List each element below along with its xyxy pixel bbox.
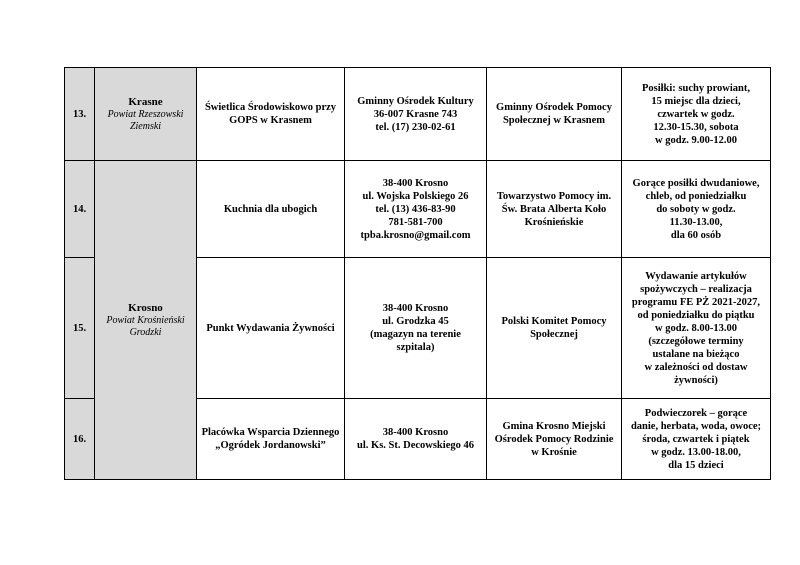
description-line: od poniedziałku do piątku xyxy=(637,309,755,321)
row-number: 16. xyxy=(65,399,95,480)
address-cell xyxy=(345,258,487,399)
description-line: programu FE PŻ 2021-2027, xyxy=(631,296,761,308)
address-line: 36-007 Krasne 743 xyxy=(373,108,458,120)
facility-cell: Placówka Wsparcia Dziennego „Ogródek Jordanowski” xyxy=(197,399,345,480)
description-cell xyxy=(622,258,771,399)
organizer-cell: Gminny Ośrodek Pomocy Społecznej w Krasnem xyxy=(487,68,622,161)
description-line: (szczegółowe terminy xyxy=(648,335,744,347)
description-cell xyxy=(622,68,771,161)
address-line: 781-581-700 xyxy=(388,216,443,228)
institutions-table xyxy=(64,67,771,480)
organizer-cell: Polski Komitet Pomocy Społecznej xyxy=(487,258,622,399)
address-line: tel. (17) 230-02-61 xyxy=(375,121,456,133)
description-line: w zależności od dostaw xyxy=(644,361,748,373)
location-district: Powiat Krośnieński Grodzki xyxy=(106,314,185,338)
description-line: ustalane na bieżąco xyxy=(652,348,740,360)
description-cell xyxy=(622,399,771,480)
description-line: żywności) xyxy=(674,374,718,386)
description-cell xyxy=(622,161,771,258)
description-line: czwartek w godz. xyxy=(657,108,735,120)
organizer-cell: Gmina Krosno Miejski Ośrodek Pomocy Rodzinie w Krośnie xyxy=(487,399,622,480)
description-line: chleb, od poniedziałku xyxy=(645,190,747,202)
address-line: ul. Grodzka 45 xyxy=(382,316,449,327)
address-cell xyxy=(345,161,487,258)
address-line: tel. (13) 436-83-90 xyxy=(375,203,456,215)
description-line: 15 miejsc dla dzieci, xyxy=(651,95,741,107)
table-row xyxy=(65,68,771,161)
row-number: 14. xyxy=(65,161,95,258)
facility-cell: Świetlica Środowiskowo przy GOPS w Krasnem xyxy=(197,68,345,161)
description-line: 12.30-15.30, sobota xyxy=(653,121,739,133)
description-line: w godz. 13.00-18.00, xyxy=(651,446,741,458)
address-line: 38-400 Krosno xyxy=(382,177,449,189)
description-line: środa, czwartek i piątek xyxy=(642,433,750,445)
row-number: 15. xyxy=(65,258,95,399)
address-cell xyxy=(345,68,487,161)
address-line: ul. Ks. St. Decowskiego 46 xyxy=(357,440,474,451)
location-name: Krosno xyxy=(128,301,163,314)
description-line: w godz. 8.00-13.00 xyxy=(655,322,737,334)
location-district: Powiat Rzeszowski Ziemski xyxy=(107,108,184,132)
description-line: 11.30-13.00, xyxy=(669,216,723,228)
description-line: do soboty w godz. xyxy=(656,203,736,215)
organizer-cell: Towarzystwo Pomocy im. Św. Brata Alberta Koło Krośnieńskie xyxy=(487,161,622,258)
description-line: w godz. 9.00-12.00 xyxy=(655,134,737,146)
table-row xyxy=(65,161,771,258)
location-name: Krasne xyxy=(128,95,163,108)
description-line: dla 60 osób xyxy=(670,229,722,241)
address-line: 38-400 Krosno xyxy=(382,303,449,314)
location-cell xyxy=(95,161,197,480)
address-line: szpitala) xyxy=(396,342,435,353)
description-line: Wydawanie artykułów xyxy=(645,270,747,282)
facility-cell: Kuchnia dla ubogich xyxy=(197,161,345,258)
row-number: 13. xyxy=(65,68,95,161)
address-line: tpba.krosno@gmail.com xyxy=(360,229,471,241)
address-line: (magazyn na terenie xyxy=(370,329,461,340)
location-cell xyxy=(95,68,197,161)
description-line: Posiłki: suchy prowiant, xyxy=(641,82,751,94)
description-line: danie, herbata, woda, owoce; xyxy=(630,420,762,432)
address-cell xyxy=(345,399,487,480)
address-line: ul. Wojska Polskiego 26 xyxy=(362,190,469,202)
address-line: 38-400 Krosno xyxy=(382,427,449,438)
description-line: dla 15 dzieci xyxy=(668,459,724,471)
description-line: Gorące posiłki dwudaniowe, xyxy=(632,177,760,189)
facility-cell: Punkt Wydawania Żywności xyxy=(197,258,345,399)
description-line: spożywczych – realizacja xyxy=(640,283,752,295)
address-line: Gminny Ośrodek Kultury xyxy=(357,95,474,107)
description-line: Podwieczorek – gorące xyxy=(644,407,748,419)
